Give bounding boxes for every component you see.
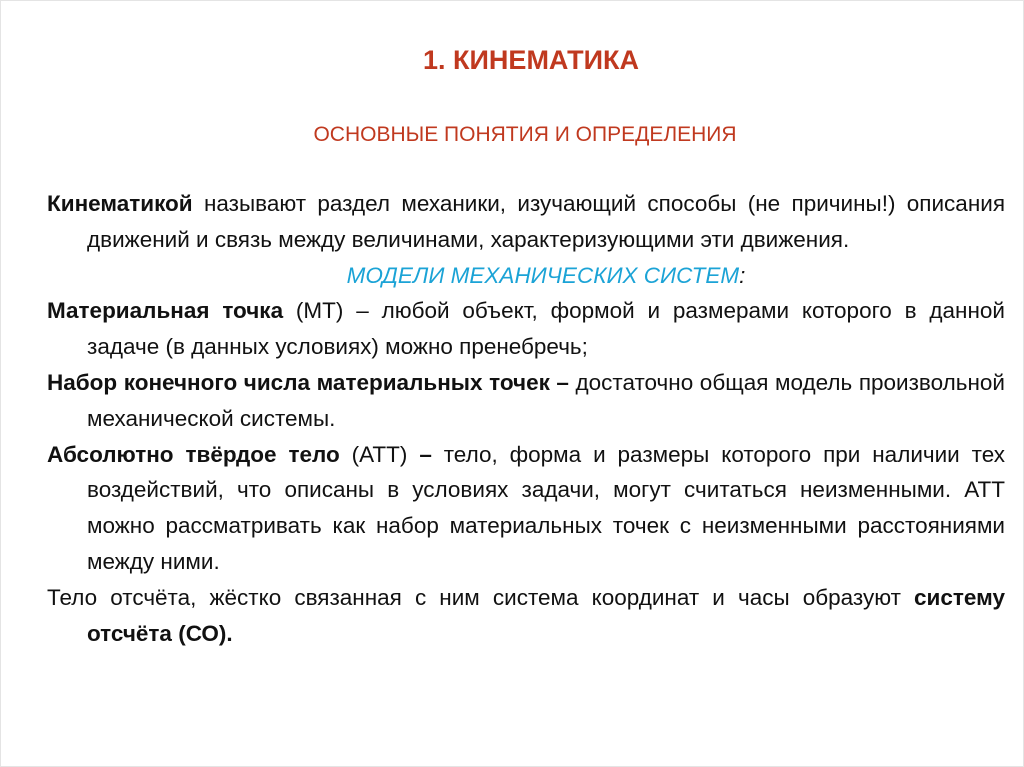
reference-frame-definition bbox=[47, 580, 1005, 652]
point-set-text: достаточно общая модель произвольной механической системы. bbox=[87, 369, 1005, 431]
rigid-body-text: тело, форма и размеры которого при наличии тех воздействий, что описаны в условиях задачи, могут считаться неизменными. АТТ можно рассматривать как набор материальных точек с неизменными расстояниями между ними. bbox=[87, 441, 1005, 574]
term-material-point: Материальная точка bbox=[47, 298, 284, 324]
models-colon: : bbox=[739, 262, 746, 288]
term-reference-frame: систему отсчёта (СО). bbox=[87, 584, 1005, 646]
term-point-set: Набор конечного числа материальных точек – bbox=[47, 369, 569, 395]
material-point-definition bbox=[47, 293, 1005, 365]
kinematics-definition bbox=[47, 186, 1005, 258]
models-heading bbox=[47, 258, 1005, 294]
models-label: МОДЕЛИ МЕХАНИЧЕСКИХ СИСТЕМ bbox=[346, 262, 740, 288]
slide-subtitle: ОСНОВНЫЕ ПОНЯТИЯ И ОПРЕДЕЛЕНИЯ bbox=[313, 123, 737, 146]
rigid-body-dash: – bbox=[419, 441, 432, 467]
rigid-body-definition bbox=[47, 437, 1005, 580]
slide-body bbox=[47, 186, 1005, 651]
point-set-definition bbox=[47, 365, 1005, 437]
reference-frame-text: Тело отсчёта, жёстко связанная с ним система координат и часы образуют bbox=[47, 584, 915, 610]
term-kinematics: Кинематикой bbox=[47, 191, 193, 216]
rigid-body-abbr: (АТТ) bbox=[339, 441, 420, 467]
term-rigid-body: Абсолютно твёрдое тело bbox=[47, 441, 340, 467]
kinematics-text: называют раздел механики, изучающий способы (не причины!) описания движений и связь между величинами, характеризующими эти движения. bbox=[87, 191, 1005, 252]
slide-title: 1. КИНЕМАТИКА bbox=[423, 45, 639, 75]
material-point-text: (МТ) – любой объект, формой и размерами которого в данной задаче (в данных условиях) можно пренебречь; bbox=[87, 298, 1005, 360]
